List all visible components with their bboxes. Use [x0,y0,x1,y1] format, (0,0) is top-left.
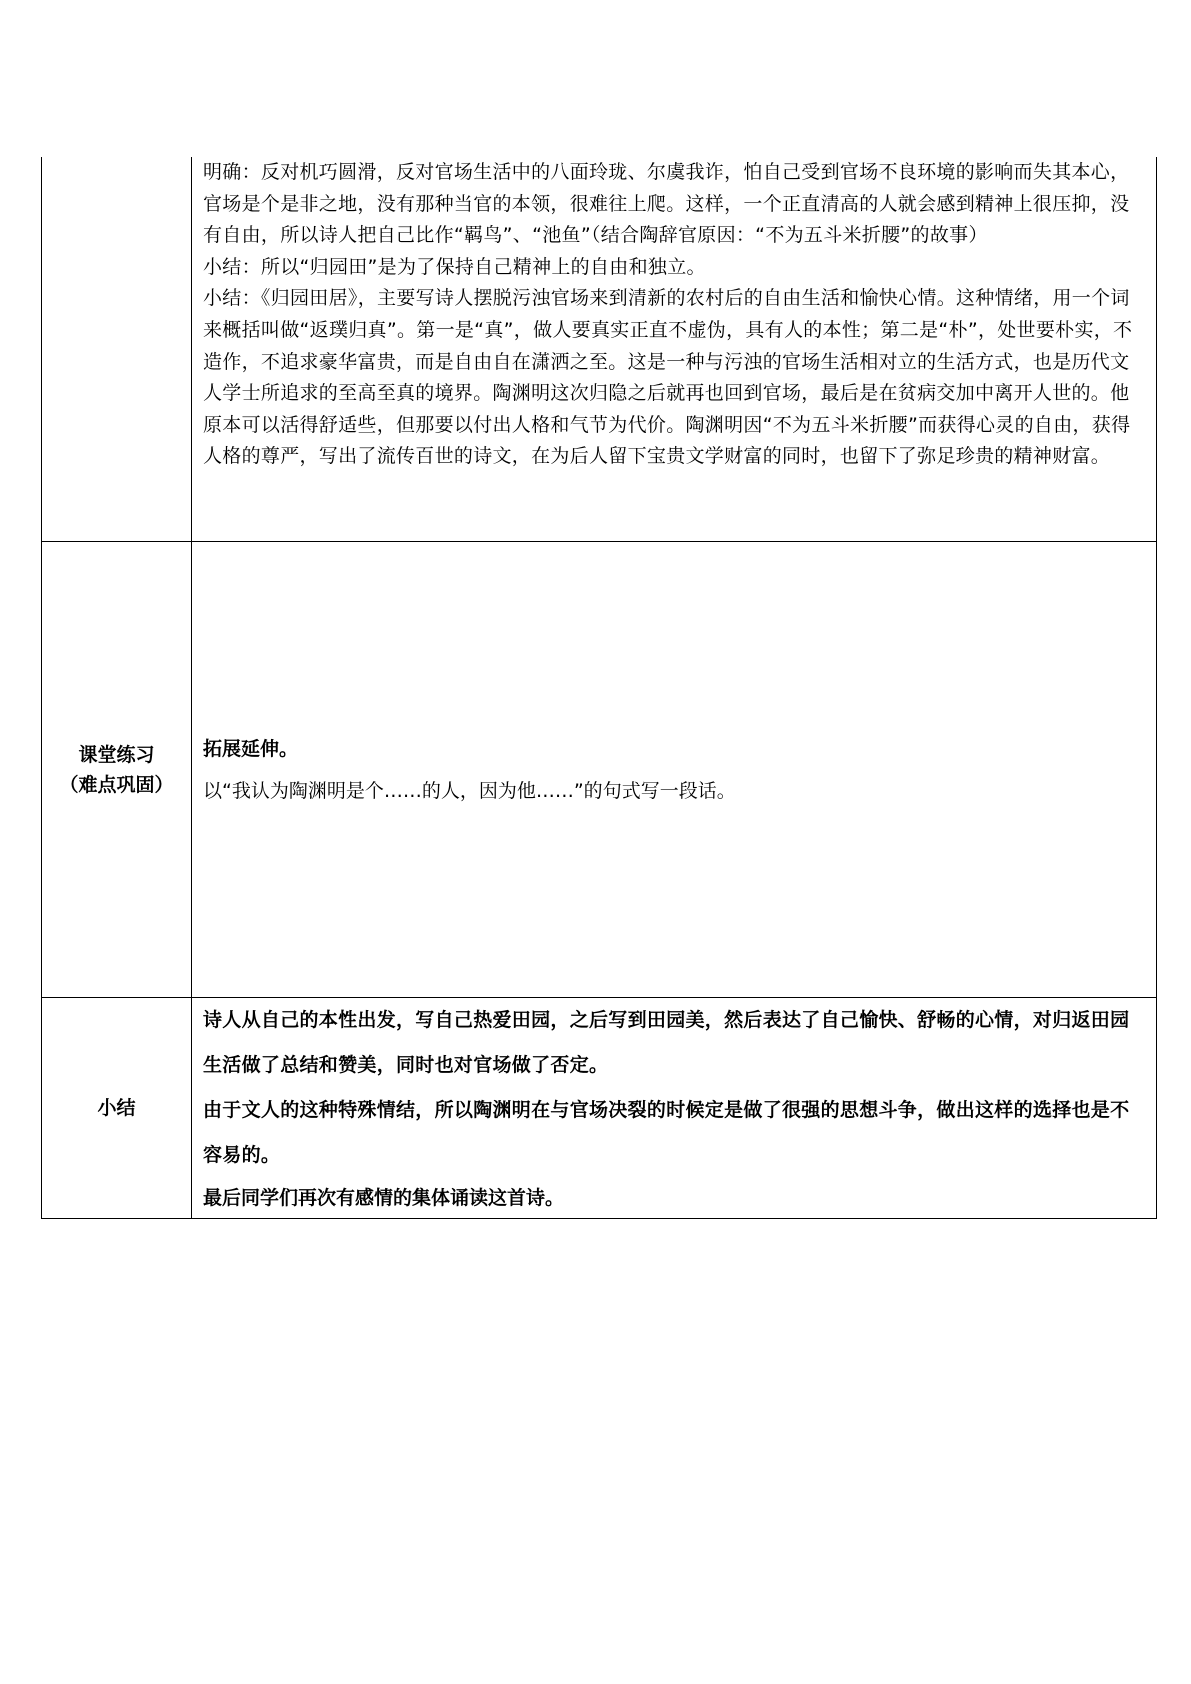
practice-title: 拓展延伸。 [203,737,299,760]
summary-content [192,998,1157,1219]
summary-point-1: 诗人从自己的本性出发，写自己热爱田园，之后写到田园美，然后表达了自己愉快、舒畅的心情，对归返田园生活做了总结和赞美，同时也对官场做了否定。 [203,1009,1130,1076]
table-row-practice [42,542,1157,998]
row-label-empty [42,157,192,542]
table-row-analysis [42,157,1157,542]
summary-point-2: 由于文人的这种特殊情结，所以陶渊明在与官场决裂的时候定是做了很强的思想斗争，做出这样的选择也是不容易的。 [203,1099,1130,1166]
practice-content [192,542,1157,998]
practice-prompt: 以“我认为陶渊明是个……的人，因为他……”的句式写一段话。 [203,779,736,802]
analysis-content [192,157,1157,542]
table-row-summary [42,998,1157,1219]
clarification-paragraph: 明确：反对机巧圆滑，反对官场生活中的八面玲珑、尔虞我诈，怕自己受到官场不良环境的影响而失其本心，官场是个是非之地，没有那种当官的本领，很难往上爬。这样，一个正直清高的人就会感到精神上很压抑，没有自由，所以诗人把自己比作“羁鸟”、“池鱼”（结合陶辞官原因：“不为五斗米折腰”的故事） [203,161,1130,247]
practice-label [42,542,192,998]
summary-paragraph-2: 小结：《归园田居》，主要写诗人摆脱污浊官场来到清新的农村后的自由生活和愉快心情。这种情绪，用一个词来概括叫做“返璞归真”。第一是“真”，做人要真实正直不虚伪，具有人的本性；第二是“朴”，处世要朴实，不造作，不追求豪华富贵，而是自由自在潇洒之至。这是一种与污浊的官场生活相对立的生活方式，也是历代文人学士所追求的至高至真的境界。陶渊明这次归隐之后就再也回到官场，最后是在贫病交加中离开人世的。他原本可以活得舒适些，但那要以付出人格和气节为代价。陶渊明因“不为五斗米折腰”而获得心灵的自由，获得人格的尊严，写出了流传百世的诗文，在为后人留下宝贵文学财富的同时，也留下了弥足珍贵的精神财富。 [203,287,1133,468]
summary-label: 小结 [42,998,192,1219]
summary-point-3: 最后同学们再次有感情的集体诵读这首诗。 [203,1187,565,1209]
practice-label-line1: 课堂练习 [78,743,155,766]
practice-label-line2: （难点巩固） [59,773,174,796]
lesson-plan-table [41,157,1157,1219]
summary-paragraph-1: 小结：所以“归园田”是为了保持自己精神上的自由和独立。 [203,255,706,278]
